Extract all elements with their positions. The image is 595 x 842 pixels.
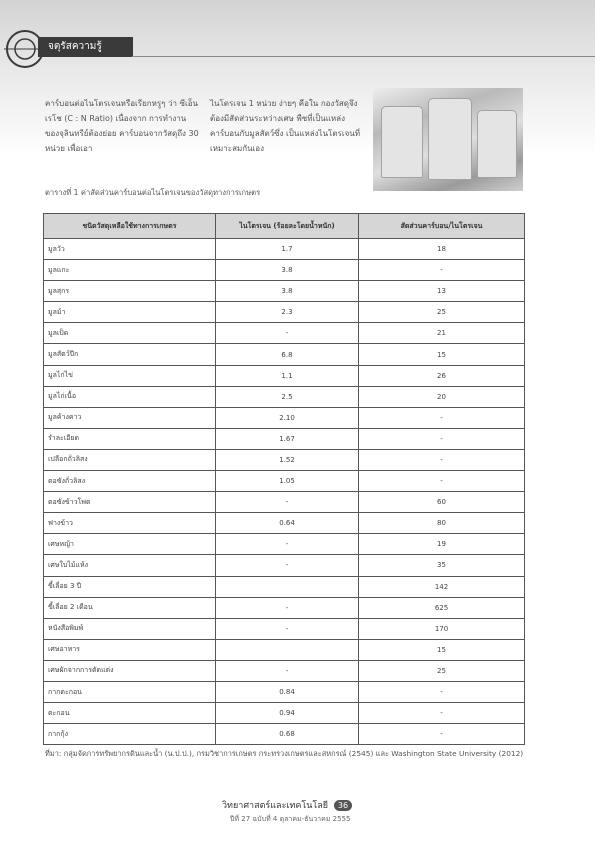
nitrogen-cell: 0.64 xyxy=(216,513,359,534)
table-caption: ตารางที่ 1 ค่าสัดส่วนคาร์บอนต่อไนโตรเจนของวัสดุทางการเกษตร xyxy=(45,188,261,197)
cn-ratio-cell: 19 xyxy=(359,534,525,555)
material-cell: มูลวัว xyxy=(44,239,216,260)
nitrogen-cell: 1.7 xyxy=(216,239,359,260)
cn-ratio-cell: - xyxy=(359,407,525,428)
material-cell: เศษหญ้า xyxy=(44,534,216,555)
nitrogen-cell: 3.8 xyxy=(216,281,359,302)
nitrogen-cell: 0.68 xyxy=(216,724,359,745)
table-row xyxy=(44,597,525,618)
cn-ratio-cell: - xyxy=(359,471,525,492)
footer-issue: ปีที่ 27 ฉบับที่ 4 ตุลาคม-ธันวาคม 2555 xyxy=(230,815,351,823)
photo-bag-shape xyxy=(381,106,423,178)
table-row xyxy=(44,323,525,344)
material-cell: เศษใบไม้แห้ง xyxy=(44,555,216,576)
cn-ratio-cell: 18 xyxy=(359,239,525,260)
cn-ratio-cell: - xyxy=(359,703,525,724)
nitrogen-cell: 1.52 xyxy=(216,449,359,470)
table-row xyxy=(44,365,525,386)
nitrogen-cell: - xyxy=(216,492,359,513)
nitrogen-cell: - xyxy=(216,534,359,555)
material-cell: ฟางข้าว xyxy=(44,513,216,534)
photo-bag-shape xyxy=(428,98,472,180)
table-row xyxy=(44,449,525,470)
cn-ratio-cell: 625 xyxy=(359,597,525,618)
header-cn-ratio: สัดส่วนคาร์บอน/ไนโตรเจน xyxy=(359,214,525,239)
material-cell: ตะกอน xyxy=(44,703,216,724)
material-cell: ตอซังข้าวโพด xyxy=(44,492,216,513)
material-cell: กากตะกอน xyxy=(44,681,216,702)
cn-ratio-cell: 25 xyxy=(359,302,525,323)
cn-ratio-cell: 26 xyxy=(359,365,525,386)
nitrogen-cell: - xyxy=(216,618,359,639)
cn-ratio-cell: - xyxy=(359,260,525,281)
table-row xyxy=(44,618,525,639)
nitrogen-cell xyxy=(216,639,359,660)
cn-ratio-cell: 25 xyxy=(359,660,525,681)
table-row xyxy=(44,260,525,281)
cn-ratio-cell: - xyxy=(359,428,525,449)
material-cell: หนังสือพิมพ์ xyxy=(44,618,216,639)
photo-bag-shape xyxy=(477,110,517,178)
table-row xyxy=(44,407,525,428)
magazine-title: วิทยาศาสตร์และเทคโนโลยี xyxy=(222,801,329,811)
source-note: ที่มา: กลุ่มจัดการทรัพยากรดินและน้ำ (น.ป.ป.), กรมวิชาการเกษตร กระทรวงเกษตรและสหกรณ์ (2545) และ Washington State University (2012) xyxy=(45,749,524,758)
nitrogen-cell: 2.5 xyxy=(216,386,359,407)
material-cell: มูลไก่ไข่ xyxy=(44,365,216,386)
table-row xyxy=(44,555,525,576)
table-row xyxy=(44,428,525,449)
table-row xyxy=(44,724,525,745)
intro-text-column-1: คาร์บอนต่อไนโตรเจนหรือเรียกหรูๆ ว่า ซีเอ็นเรโช (C : N Ratio) เนื่องจาก การทำงานของจุลินทรีย์ต้องย่อย คาร์บอนจากวัสดุถึง 30 หน่วย เพื่อเอา xyxy=(45,99,199,153)
table-row xyxy=(44,386,525,407)
table-header-row xyxy=(44,214,525,239)
nitrogen-cell: 2.10 xyxy=(216,407,359,428)
cn-ratio-cell: 80 xyxy=(359,513,525,534)
cn-ratio-cell: 13 xyxy=(359,281,525,302)
header-material: ชนิดวัสดุเหลือใช้ทางการเกษตร xyxy=(44,214,216,239)
cn-ratio-cell: 170 xyxy=(359,618,525,639)
cn-ratio-cell: 60 xyxy=(359,492,525,513)
cn-ratio-cell: 20 xyxy=(359,386,525,407)
header-rule xyxy=(132,56,595,57)
nitrogen-cell: 3.8 xyxy=(216,260,359,281)
table-row xyxy=(44,239,525,260)
nitrogen-cell: - xyxy=(216,555,359,576)
material-cell: เศษอาหาร xyxy=(44,639,216,660)
cn-ratio-cell: 15 xyxy=(359,639,525,660)
material-cell: มูลค้างคาว xyxy=(44,407,216,428)
header-nitrogen: ไนโตรเจน (ร้อยละโดยน้ำหนัก) xyxy=(216,214,359,239)
material-cell: เปลือกถั่วลิสง xyxy=(44,449,216,470)
material-cell: รำละเอียด xyxy=(44,428,216,449)
section-tag: จตุรัสความรู้ xyxy=(38,37,133,57)
nitrogen-cell: 0.84 xyxy=(216,681,359,702)
material-cell: กากกุ้ง xyxy=(44,724,216,745)
cn-ratio-cell: - xyxy=(359,449,525,470)
cn-ratio-cell: 35 xyxy=(359,555,525,576)
material-cell: มูลสัตว์ปีก xyxy=(44,344,216,365)
table-row xyxy=(44,534,525,555)
table-row xyxy=(44,344,525,365)
nitrogen-cell: - xyxy=(216,323,359,344)
material-cell: มูลม้า xyxy=(44,302,216,323)
nitrogen-cell: 0.94 xyxy=(216,703,359,724)
cn-ratio-table xyxy=(43,213,525,745)
cn-ratio-cell: - xyxy=(359,681,525,702)
cn-ratio-cell: 15 xyxy=(359,344,525,365)
footer-magazine xyxy=(222,798,352,812)
table-row xyxy=(44,681,525,702)
nitrogen-cell: 1.67 xyxy=(216,428,359,449)
page-number: 36 xyxy=(334,800,352,811)
material-cell: ตอซังถั่วลิสง xyxy=(44,471,216,492)
table-row xyxy=(44,703,525,724)
nitrogen-cell: - xyxy=(216,597,359,618)
nitrogen-cell: 2.3 xyxy=(216,302,359,323)
intro-text-column-2: ไนโตรเจน 1 หน่วย ง่ายๆ คือใน กองวัสดุจึงต้องมีสัดส่วนระหว่างเศษ พืชที่เป็นแหล่งคาร์บอนกับมูลสัตว์ซึ่ง เป็นแหล่งไนโตรเจนที่เหมาะสมกันเอง xyxy=(210,99,361,153)
table-row xyxy=(44,281,525,302)
table-row xyxy=(44,639,525,660)
nitrogen-cell: 1.1 xyxy=(216,365,359,386)
table-row xyxy=(44,576,525,597)
cn-ratio-cell: 142 xyxy=(359,576,525,597)
nitrogen-cell xyxy=(216,576,359,597)
material-cell: ขี้เลื่อย 3 ปี xyxy=(44,576,216,597)
material-cell: ขี้เลื่อย 2 เดือน xyxy=(44,597,216,618)
table-row xyxy=(44,302,525,323)
material-cell: เศษผักจากการตัดแต่ง xyxy=(44,660,216,681)
table-row xyxy=(44,513,525,534)
nitrogen-cell: 1.05 xyxy=(216,471,359,492)
table-row xyxy=(44,471,525,492)
table-row xyxy=(44,660,525,681)
cn-ratio-cell: - xyxy=(359,724,525,745)
table-row xyxy=(44,492,525,513)
compost-bags-photo xyxy=(373,88,523,191)
nitrogen-cell: - xyxy=(216,660,359,681)
material-cell: มูลสุกร xyxy=(44,281,216,302)
material-cell: มูลไก่เนื้อ xyxy=(44,386,216,407)
cn-ratio-cell: 21 xyxy=(359,323,525,344)
material-cell: มูลเป็ด xyxy=(44,323,216,344)
material-cell: มูลแกะ xyxy=(44,260,216,281)
nitrogen-cell: 6.8 xyxy=(216,344,359,365)
